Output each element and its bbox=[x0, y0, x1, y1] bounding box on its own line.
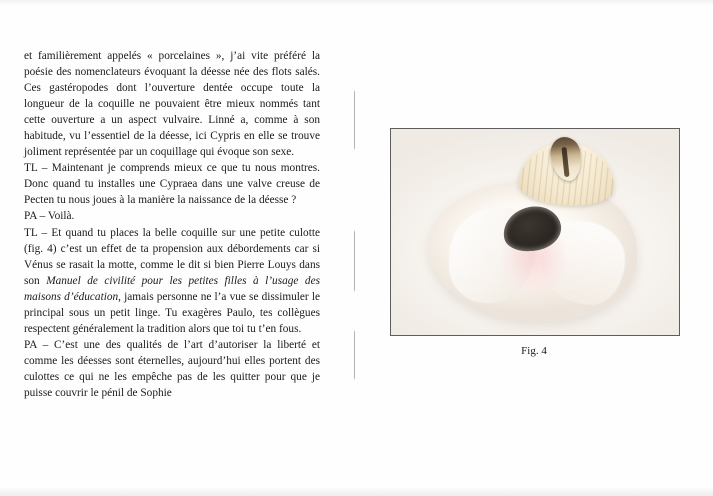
paragraph-4 bbox=[24, 225, 320, 337]
book-title-italic: Manuel de civilité pour les petites filles à l’usage des maisons d’éducation bbox=[24, 274, 320, 303]
figure-photograph bbox=[391, 129, 679, 335]
page-bottom-edge bbox=[0, 486, 713, 496]
page-top-edge bbox=[0, 0, 713, 6]
paragraph-1: et familièrement appelés « porcelaines », j’ai vite préféré la poésie des nomenclateurs évoquant la déesse née des flots salés. Ces gastéropodes dont l’ouverture dentée occupe toute la longueur de la coquille ne pouvaient être mieux nommés tant cette ouverture a un aspect vulvaire. Linné a, comme à son habitude, vu l’essentiel de la déesse, ici Cypris en elle se trouve joliment représentée par un coquillage qui évoque son sexe. bbox=[24, 50, 320, 159]
paragraph-3: PA – Voilà. bbox=[24, 210, 75, 223]
paragraph-4-tail: , jamais personne ne l’a vue se dissimuler le principal sous un petit linge. Tu exagères Paulo, tes collègues respectent généralement la tradition alors que toi tu t’en fous. bbox=[24, 290, 320, 335]
paragraph-2: TL – Maintenant je comprends mieux ce que tu nous montres. Donc quand tu installes une Cypraea dans une valve creuse de Pecten tu nous joues à la manière la naissance de la déesse ? bbox=[24, 162, 320, 207]
left-text-column bbox=[24, 48, 320, 401]
paragraph-5: PA – C’est une des qualités de l’art d’autoriser la liberté et comme les déesses sont éternelles, aujourd’hui elles portent des culottes ce qui ne les empêche pas de les quitter pour que je puisse couvrir le pénil de Sophie bbox=[24, 338, 320, 399]
figure-block bbox=[390, 128, 678, 358]
paragraph-4-head: TL – Et quand tu places la belle coquille sur une petite culotte (fig. 4) c’est un effet de ta propension aux débordements car si Vénus se rasait la motte, comme le dit si bien Pierre Louys dans son bbox=[24, 226, 320, 287]
figure-image-frame bbox=[390, 128, 680, 336]
figure-caption: Fig. 4 bbox=[521, 345, 547, 357]
page-gutter-line bbox=[354, 0, 355, 496]
